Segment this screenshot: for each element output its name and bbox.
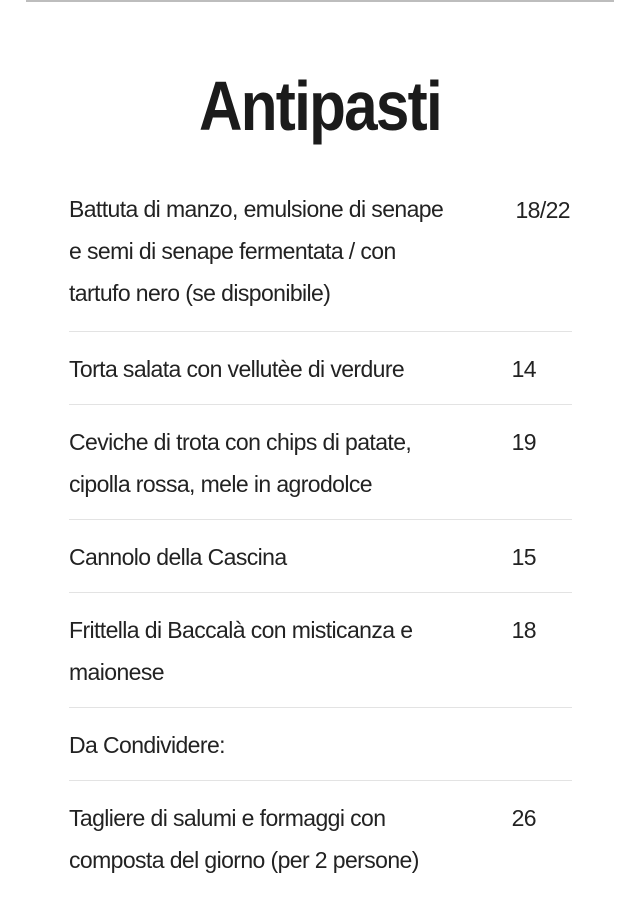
menu-item-name-line: maionese	[69, 659, 164, 685]
menu-item-name-line: Ceviche di trota con chips di patate,	[69, 429, 412, 455]
menu-item	[69, 520, 572, 593]
menu-item-name-line: cipolla rossa, mele in agrodolce	[69, 471, 372, 497]
menu-item-name-line: composta del giorno (per 2 persone)	[69, 847, 419, 873]
menu-item-price: 19	[511, 429, 536, 455]
menu-item-name-line: Frittella di Baccalà con misticanza e	[69, 617, 413, 643]
menu-section-heading-label: Da Condividere:	[69, 732, 225, 758]
menu-item	[69, 593, 572, 708]
menu-item	[69, 781, 572, 896]
menu-item-price: 18/22	[515, 197, 570, 223]
menu-item-name-line: tartufo nero (se disponibile)	[69, 280, 331, 306]
menu-item-name-line: Battuta di manzo, emulsione di senape	[69, 196, 444, 222]
menu-item-price: 15	[511, 544, 536, 570]
menu-item-name-line: Tagliere di salumi e formaggi con	[69, 805, 386, 831]
menu-item	[69, 188, 572, 332]
menu-list	[69, 188, 572, 896]
menu-item-name-line: Torta salata con vellutèe di verdure	[69, 356, 405, 382]
page-title: Antipasti	[198, 66, 442, 145]
menu-item-price: 14	[511, 356, 536, 382]
menu-item-price: 18	[511, 617, 536, 643]
menu-item	[69, 332, 572, 405]
menu-item-name-line: e semi di senape fermentata / con	[69, 238, 396, 264]
menu-item-name-line: Cannolo della Cascina	[69, 544, 287, 570]
top-divider	[26, 0, 614, 2]
menu-item-price: 26	[511, 805, 536, 831]
menu-section-heading	[69, 708, 572, 781]
menu-item	[69, 405, 572, 520]
